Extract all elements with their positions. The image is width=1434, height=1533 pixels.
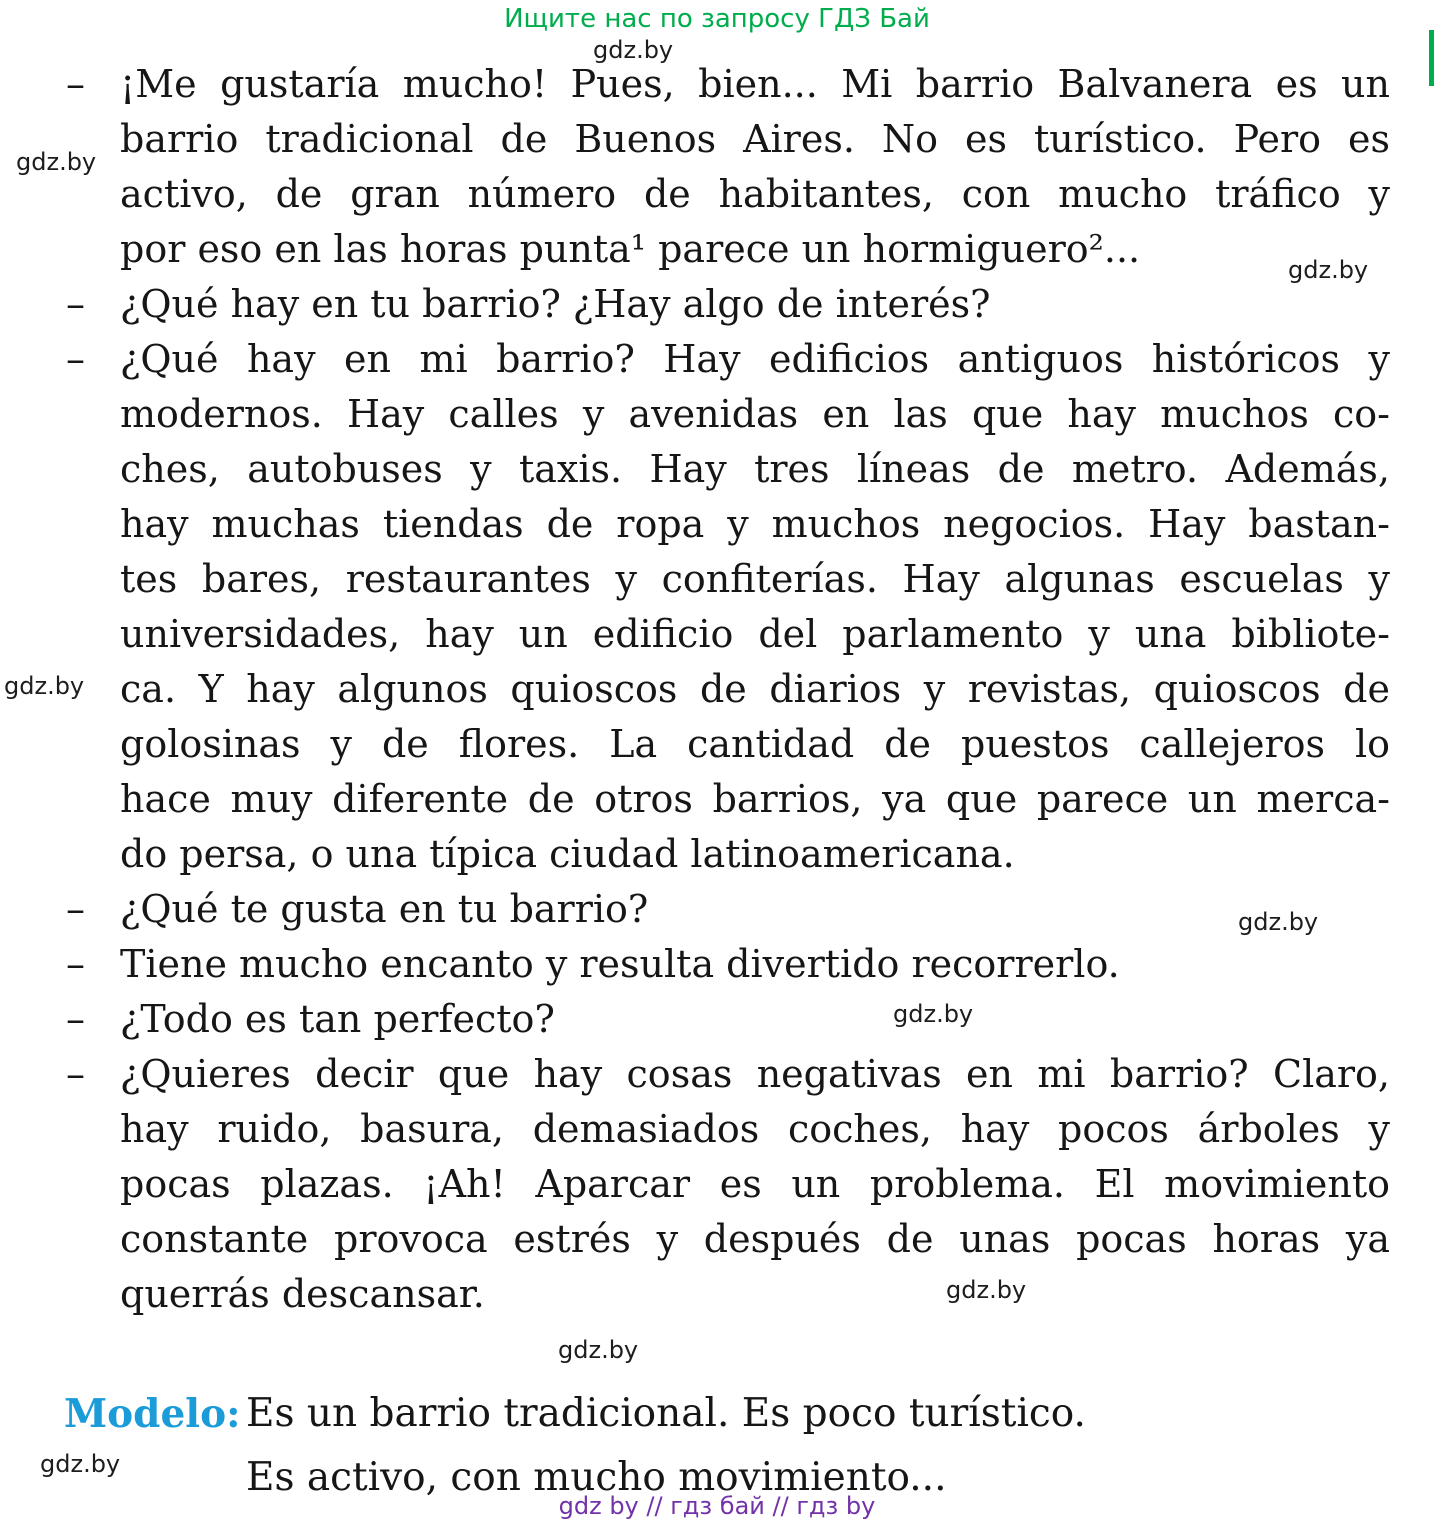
dialogue-paragraph bbox=[64, 1047, 1390, 1322]
dialogue-line: hace muy diferente de otros barrios, ya que parece un merca- bbox=[120, 777, 1390, 821]
page-edge-mark bbox=[1429, 30, 1434, 86]
dialogue-line: barrio tradicional de Buenos Aires. No es turístico. Pero es bbox=[120, 117, 1390, 161]
dialogue-line: ¿Qué te gusta en tu barrio? bbox=[120, 887, 649, 931]
dialogue-line: constante provoca estrés y después de unas pocas horas ya bbox=[120, 1217, 1390, 1261]
dialogue-line: ca. Y hay algunos quioscos de diarios y revistas, quioscos de bbox=[120, 667, 1390, 711]
dialogue-line: ¡Me gustaría mucho! Pues, bien... Mi barrio Balvanera es un bbox=[120, 62, 1390, 106]
gdz-watermark: gdz.by bbox=[558, 1336, 639, 1364]
dialogue-paragraph bbox=[64, 57, 1390, 277]
dialogue-dash: – bbox=[66, 337, 85, 381]
gdz-watermark: gdz.by bbox=[4, 672, 85, 700]
modelo-label: Modelo: bbox=[64, 1391, 241, 1437]
dialogue-line: modernos. Hay calles y avenidas en las que hay muchos co- bbox=[120, 392, 1390, 436]
dialogue-dash: – bbox=[66, 1052, 85, 1096]
dialogue-line: por eso en las horas punta¹ parece un hormiguero²... bbox=[120, 227, 1141, 271]
gdz-watermark: gdz.by bbox=[1238, 908, 1319, 936]
dialogue-dash: – bbox=[66, 887, 85, 931]
dialogue-dash: – bbox=[66, 282, 85, 326]
dialogue-line: ¿Qué hay en tu barrio? ¿Hay algo de interés? bbox=[120, 282, 991, 326]
modelo-line: Es un barrio tradicional. Es poco turístico. bbox=[246, 1391, 1086, 1436]
dialogue-dash: – bbox=[66, 62, 85, 106]
dialogue-line: hay ruido, basura, demasiados coches, hay pocos árboles y bbox=[120, 1107, 1390, 1151]
dialogue-dash: – bbox=[66, 997, 85, 1041]
promo-banner: Ищите нас по запросу ГДЗ Бай bbox=[504, 4, 930, 34]
dialogue-paragraph bbox=[64, 332, 1390, 882]
dialogue-line: hay muchas tiendas de ropa y muchos negocios. Hay bastan- bbox=[120, 502, 1390, 546]
dialogue-line: golosinas y de flores. La cantidad de puestos callejeros lo bbox=[120, 722, 1390, 766]
dialogue-line: pocas plazas. ¡Ah! Aparcar es un problema. El movimiento bbox=[120, 1162, 1390, 1206]
dialogue-paragraph bbox=[64, 882, 1390, 937]
dialogue-dash: – bbox=[66, 942, 85, 986]
dialogue-line: tes bares, restaurantes y confiterías. Hay algunas escuelas y bbox=[120, 557, 1390, 601]
gdz-watermark: gdz.by bbox=[1288, 256, 1369, 284]
dialogue-line: querrás descansar. bbox=[120, 1272, 485, 1316]
dialogue-line: ¿Todo es tan perfecto? bbox=[120, 997, 555, 1041]
dialogue-paragraph bbox=[64, 992, 1390, 1047]
dialogue-line: activo, de gran número de habitantes, con mucho tráfico y bbox=[120, 172, 1390, 216]
dialogue-paragraph bbox=[64, 277, 1390, 332]
gdz-watermark: gdz.by bbox=[16, 148, 97, 176]
dialogue-line: do persa, o una típica ciudad latinoamericana. bbox=[120, 832, 1015, 876]
gdz-watermark: gdz.by bbox=[40, 1450, 121, 1478]
modelo-line: Es activo, con mucho movimiento... bbox=[246, 1455, 947, 1500]
gdz-watermark: gdz.by bbox=[593, 36, 674, 64]
dialogue-line: universidades, hay un edificio del parlamento y una bibliote- bbox=[120, 612, 1390, 656]
gdz-watermark: gdz.by bbox=[946, 1276, 1027, 1304]
dialogue-line: Tiene mucho encanto y resulta divertido recorrerlo. bbox=[120, 942, 1120, 986]
dialogue-line: ches, autobuses y taxis. Hay tres líneas de metro. Además, bbox=[120, 447, 1390, 491]
dialogue-line: ¿Quieres decir que hay cosas negativas en mi barrio? Claro, bbox=[120, 1052, 1390, 1096]
footer-watermark: gdz by // гдз бай // гдз by bbox=[558, 1492, 876, 1520]
dialogue-paragraph bbox=[64, 937, 1390, 992]
dialogue-line: ¿Qué hay en mi barrio? Hay edificios antiguos históricos y bbox=[120, 337, 1390, 381]
modelo-block bbox=[64, 1382, 1390, 1510]
gdz-watermark: gdz.by bbox=[893, 1000, 974, 1028]
dialogue bbox=[64, 57, 1390, 1322]
modelo-text bbox=[246, 1382, 1390, 1510]
